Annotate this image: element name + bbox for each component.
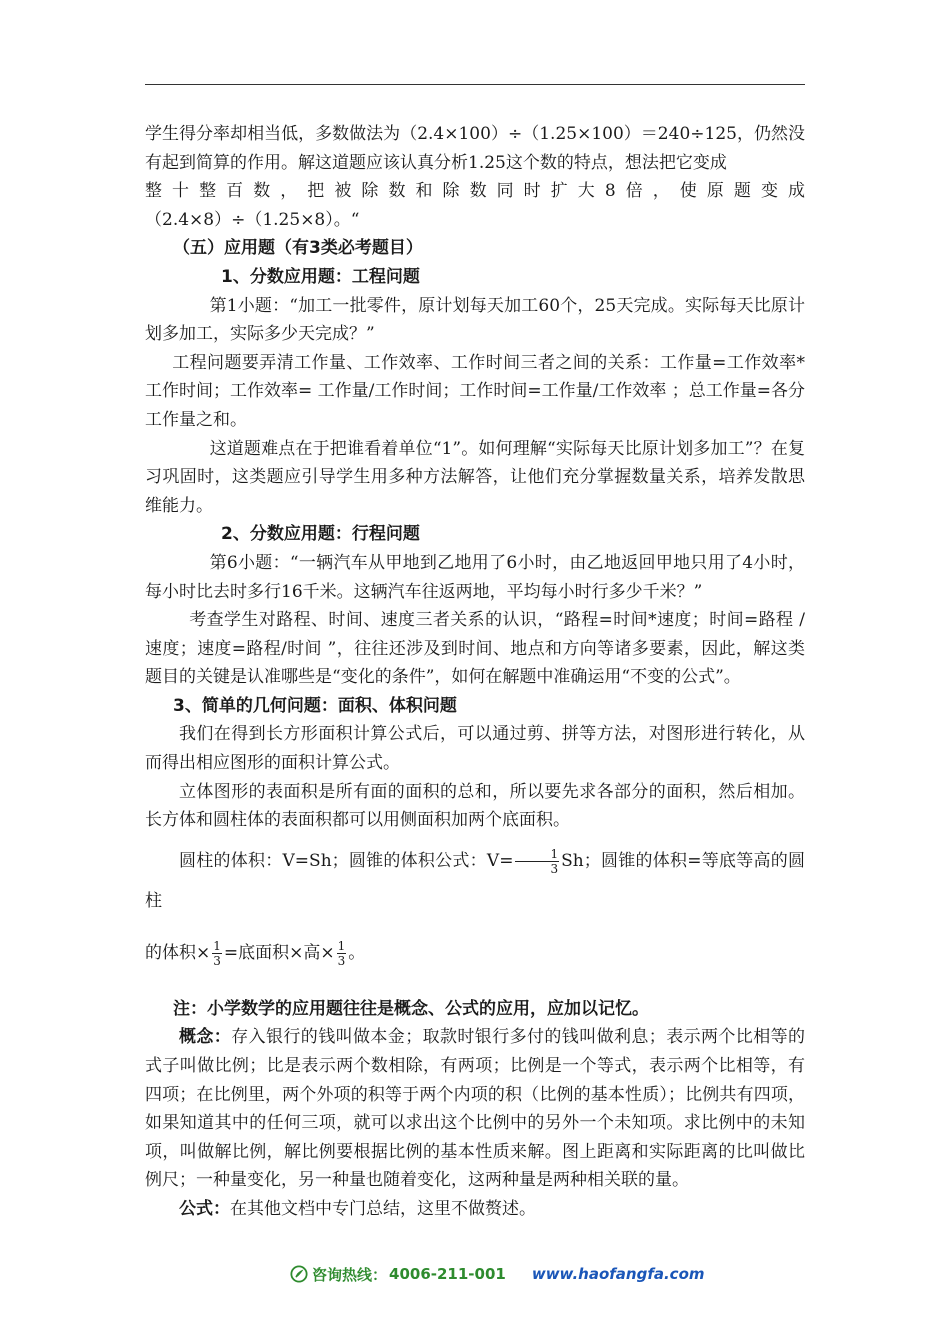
section-heading-5: （五）应用题（有3类必考题目） [173, 238, 423, 259]
haofangfa-logo-icon [290, 1265, 308, 1283]
fraction-one-third [515, 847, 559, 876]
volume-text-d: =底面积×高× [223, 942, 335, 963]
formula-label: 公式： [179, 1199, 230, 1219]
document-body [145, 120, 805, 1224]
concept-text: 存入银行的钱叫做本金；取款时银行多付的钱叫做利息；表示两个比相等的式子叫做比例；比是表示两个数相除，有两项；比例是一个等式，表示两个比相等，有四项；在比例里，两个外项的积等于两个内项的积（比例的基本性质）；比例共有四项，如果知道其中的任何三项，就可以求出这个比例中的另外一个未知项。求比例中的未知项，叫做解比例，解比例要根据比例的基本性质来解。图上距离和实际距离的比叫做比例尺；一种量变化，另一种量也随着变化，这两种量是两种相关联的量。 [145, 1027, 806, 1191]
fraction-numerator: 1 [213, 938, 221, 953]
volume-text-b: Sh；圆锥的体积=等底等高的圆柱 [145, 850, 806, 911]
fraction-one-third [337, 939, 347, 968]
fraction-denominator: 3 [213, 953, 221, 968]
question-6: 第6小题：“一辆汽车从甲地到乙地用了6小时，由乙地返回甲地只用了4小时，每小时比去时多行16千米。这辆汽车往返两地，平均每小时行多少千米？” [145, 552, 805, 602]
fraction-denominator: 3 [337, 953, 346, 968]
fraction-numerator: 1 [515, 847, 559, 862]
paragraph-volume [145, 841, 805, 921]
page-footer [290, 1262, 705, 1286]
formula-text: 在其他文档中专门总结，这里不做赘述。 [230, 1199, 536, 1219]
paragraph-volume-cont [145, 933, 805, 973]
subheading-geometry: 3、简单的几何问题：面积、体积问题 [173, 695, 457, 716]
paragraph-formula [145, 1195, 805, 1224]
paragraph-intro-cont: 整十整百数，把被除数和除数同时扩大8倍，使原题变成 [145, 181, 805, 202]
hotline-label: 咨询热线： [312, 1265, 388, 1284]
header-rule [145, 84, 805, 85]
question-1: 第1小题：“加工一批零件，原计划每天加工60个，25天完成。实际每天比原计划多加工，实际多少天完成？” [145, 295, 805, 345]
concept-label: 概念： [179, 1027, 232, 1048]
fraction-denominator: 3 [550, 861, 559, 876]
paragraph-work-relation: 工程问题要弄清工作量、工作效率、工作时间三者之间的关系：工作量=工作效率*工作时间；工作效率= 工作量/工作时间；工作时间=工作量/工作效率 ；总工作量=各分工作量之和。 [145, 352, 805, 430]
subheading-travel-problem: 2、分数应用题：行程问题 [221, 524, 420, 545]
paragraph-difficulty: 这道题难点在于把谁看着单位“1”。如何理解“实际每天比原计划多加工”？在复习巩固时，这类题应引导学生用多种方法解答，让他们充分掌握数量关系，培养发散思维能力。 [145, 438, 805, 516]
volume-text-c: 的体积× [145, 942, 211, 963]
hotline-number: 4006-211-001 [389, 1265, 506, 1283]
paragraph-intro: 学生得分率却相当低，多数做法为（2.4×100）÷（1.25×100）＝240÷125，仍然没有起到简算的作用。解这道题应该认真分析1.25这个数的特点，想法把它变成 [145, 124, 805, 173]
volume-text-e: 。 [348, 942, 366, 963]
note-heading: 注：小学数学的应用题往往是概念、公式的应用，应加以记忆。 [173, 998, 649, 1019]
volume-text-a: 圆柱的体积：V=Sh；圆锥的体积公式：V= [179, 850, 514, 871]
paragraph-intro-end: （2.4×8）÷（1.25×8）。“ [145, 209, 360, 230]
fraction-one-third [212, 939, 222, 968]
website-link[interactable]: www.haofangfa.com [531, 1265, 705, 1283]
paragraph-travel-relation: 考查学生对路程、时间、速度三者关系的认识，“路程=时间*速度；时间=路程 /速度；速度=路程/时间 ”，往往还涉及到时间、地点和方向等诸多要素，因此，解这类题目的关键是认准哪些是“变化的条件”，如何在解题中准确运用“不变的公式”。 [145, 610, 805, 688]
fraction-numerator: 1 [337, 938, 346, 953]
paragraph-concept [145, 1023, 805, 1195]
paragraph-surface: 立体图形的表面积是所有面的面积的总和，所以要先求各部分的面积，然后相加。长方体和圆柱体的表面积都可以用侧面积加两个底面积。 [145, 781, 805, 831]
paragraph-area: 我们在得到长方形面积计算公式后，可以通过剪、拼等方法，对图形进行转化，从而得出相应图形的面积计算公式。 [145, 724, 805, 774]
subheading-work-problem: 1、分数应用题：工程问题 [221, 266, 420, 287]
